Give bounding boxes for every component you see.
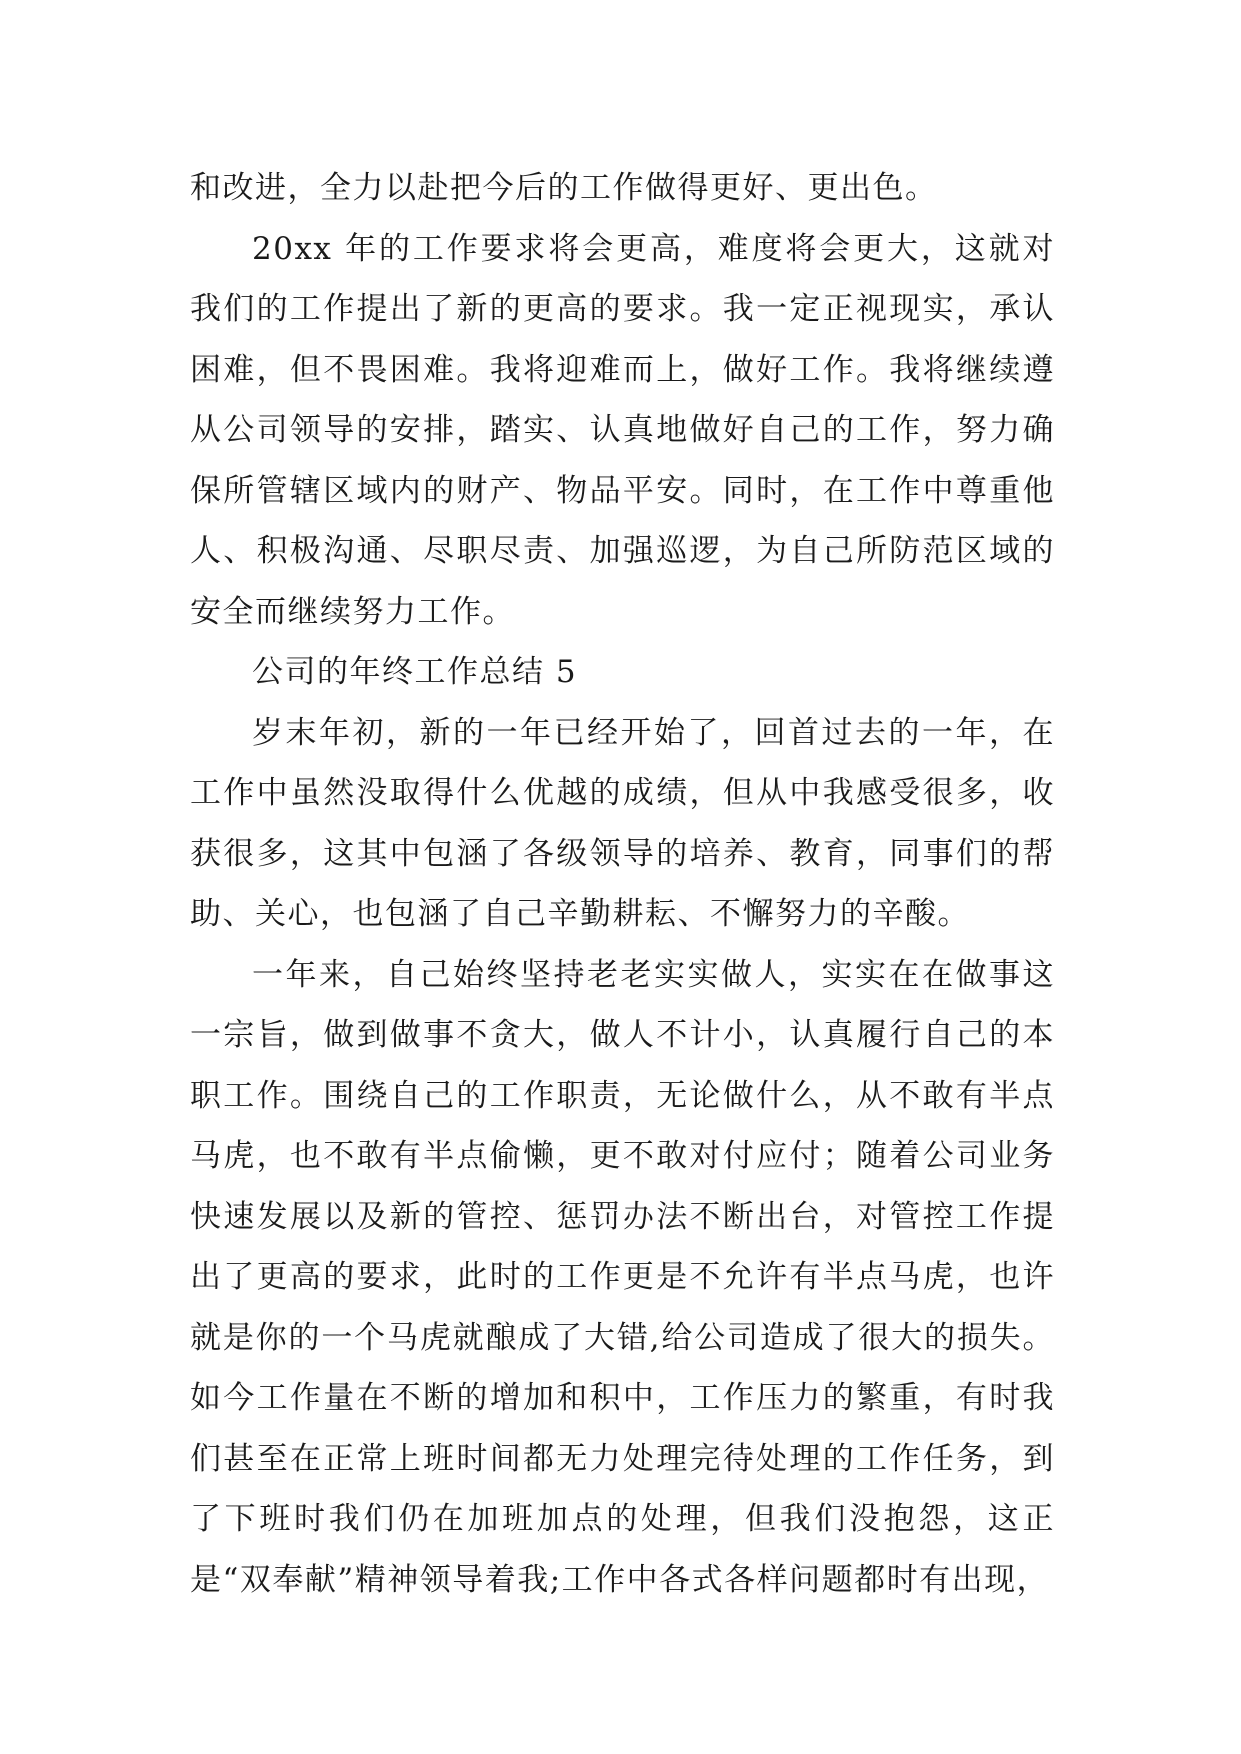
paragraph-continuation: 和改进，全力以赴把今后的工作做得更好、更出色。: [190, 170, 938, 206]
paragraph-year-review: 岁末年初，新的一年已经开始了，回首过去的一年，在工作中虽然没取得什么优越的成绩，但从中我感受很多，收获很多，这其中包涵了各级领导的培养、教育，同事们的帮助、关心，也包涵了自己辛勤耕耘、不懈努力的辛酸。: [190, 714, 1055, 932]
document-body: [190, 158, 1055, 1610]
paragraph-work-attitude: 一年来，自己始终坚持老老实实做人，实实在在做事这一宗旨，做到做事不贪大，做人不计小，认真履行自己的本职工作。围绕自己的工作职责，无论做什么，从不敢有半点马虎，也不敢有半点偷懒，更不敢对付应付；随着公司业务快速发展以及新的管控、惩罚办法不断出台，对管控工作提出了更高的要求，此时的工作更是不允许有半点马虎，也许就是你的一个马虎就酿成了大错,给公司造成了很大的损失。如今工作量在不断的增加和积中，工作压力的繁重，有时我们甚至在正常上班时间都无力处理完待处理的工作任务，到了下班时我们仍在加班加点的处理，但我们没抱怨，这正是“双奉献”精神领导着我;工作中各式各样问题都时有出现，: [190, 956, 1055, 1598]
section-heading: 公司的年终工作总结 5: [252, 654, 578, 690]
paragraph-2020-plan: 20xx 年的工作要求将会更高，难度将会更大，这就对我们的工作提出了新的更高的要求。我一定正视现实，承认困难，但不畏困难。我将迎难而上，做好工作。我将继续遵从公司领导的安排，踏实、认真地做好自己的工作，努力确保所管辖区域内的财产、物品平安。同时，在工作中尊重他人、积极沟通、尽职尽责、加强巡逻，为自己所防范区域的安全而继续努力工作。: [190, 230, 1055, 630]
